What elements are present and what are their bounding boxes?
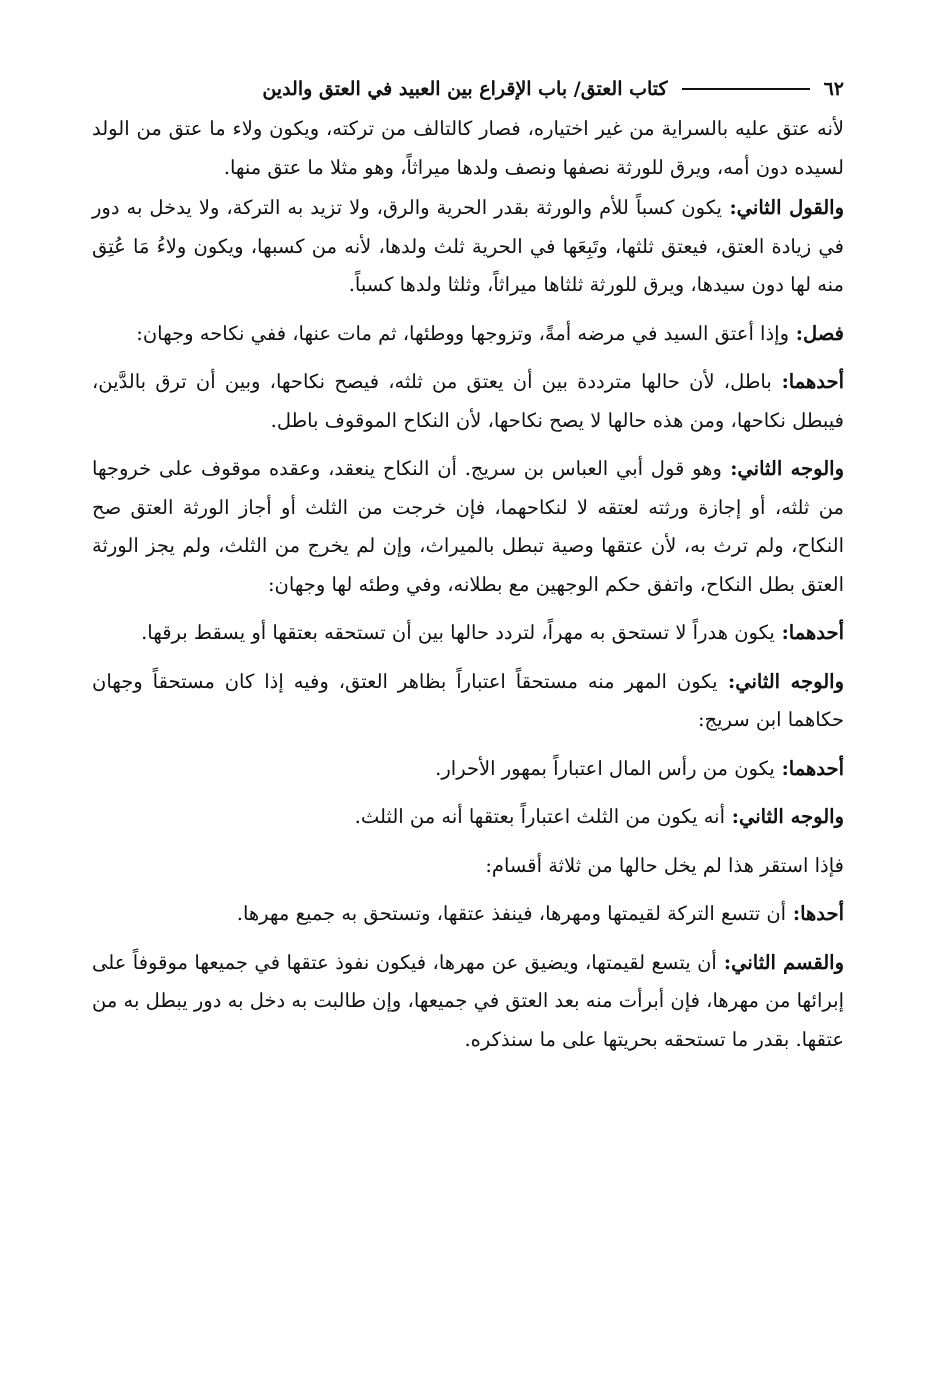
paragraph-text: يكون المهر منه مستحقاً اعتباراً بظاهر العتق، وفيه إذا كان مستحقاً وجهان حكاهما ابن سريج: (92, 669, 844, 731)
paragraph (92, 798, 844, 837)
paragraph-lead: فصل: (789, 321, 844, 345)
paragraph-text: باطل، لأن حالها مترددة بين أن يعتق من ثلثه، فيصح نكاحها، وبين أن ترق بالدَّين، فيبطل نكاحها، ومن هذه حالها لا يصح نكاحها، لأن النكاح الموقوف باطل. (92, 370, 844, 432)
paragraph (92, 750, 844, 789)
paragraph (92, 847, 844, 886)
paragraph (92, 110, 844, 187)
paragraph (92, 663, 844, 740)
paragraph-lead: والوجه الثاني: (721, 457, 844, 480)
paragraph (92, 363, 844, 440)
paragraph-text: يكون من رأس المال اعتباراً بمهور الأحرار. (435, 756, 775, 780)
paragraph-text: وهو قول أبي العباس بن سريج. أن النكاح ينعقد، وعقده موقوف على خروجها من ثلثه، أو إجازة ورثته لعتقه لا لنكاحهما، فإن خرجت من الثلث أو أجاز الورثة العتق صح النكاح، ولم ترث به، لأن عتقها وصية تبطل بالميراث، وإن لم يخرج من الثلث، ولم يجز الورثة العتق بطل النكاح، واتفق حكم الوجهين مع بطلانه، وفي وطئه لها وجهان: (92, 457, 844, 596)
paragraph (92, 614, 844, 653)
paragraph-lead: أحدهما: (774, 756, 844, 780)
paragraph-text: لأنه عتق عليه بالسراية من غير اختياره، فصار كالتالف من تركته، ويكون ولاء ما عتق من الولد لسيده دون أمه، ويرق للورثة نصفها ونصف ولدها ميراثاً، وهو مثلا ما عتق منها. (92, 117, 844, 179)
running-header (92, 72, 844, 106)
paragraph (92, 315, 844, 354)
paragraph-text: أن تتسع التركة لقيمتها ومهرها، فينفذ عتقها، وتستحق به جميع مهرها. (236, 902, 787, 925)
paragraph-text: وإذا أعتق السيد في مرضه أمةً، وتزوجها ووطئها، ثم مات عنها، ففي نكاحه وجهان: (136, 321, 789, 345)
body-text (92, 110, 844, 1059)
paragraph-lead: أحدهما: (774, 621, 844, 644)
paragraph-text: فإذا استقر هذا لم يخل حالها من ثلاثة أقسام: (485, 853, 844, 877)
header-rule (682, 88, 810, 90)
paragraph-lead: والقول الثاني: (721, 196, 845, 219)
paragraph-lead: أحدها: (786, 902, 844, 925)
paragraph-lead: والقسم الثاني: (716, 950, 844, 974)
paragraph (92, 944, 844, 1060)
running-title: كتاب العتق/ باب الإقراع بين العبيد في العتق والدين (262, 78, 668, 100)
book-page (92, 72, 844, 1069)
paragraph-text: يكون كسباً للأم والورثة بقدر الحرية والرق، ولا تزيد به التركة، ولا يدخل به دور في زيادة العتق، فيعتق ثلثها، وتَبِعَها في الحرية ثلث ولدها، لأنه من كسبها، ويكون ولاءُ مَا عُتِق منه لها دون سيدها، ويرق للورثة ثلثاها ميراثاً، وثلثا ولدها كسباً. (92, 196, 844, 296)
page-number: ٦٢ (823, 78, 844, 100)
paragraph-text: يكون هدراً لا تستحق به مهراً، لتردد حالها بين أن تستحقه بعتقها أو يسقط برقها. (141, 621, 775, 644)
paragraph-lead: والوجه الثاني: (717, 669, 844, 693)
paragraph (92, 189, 844, 305)
paragraph (92, 895, 844, 934)
paragraph (92, 450, 844, 604)
paragraph-lead: والوجه الثاني: (725, 805, 844, 828)
paragraph-text: أنه يكون من الثلث اعتباراً بعتقها أنه من الثلث. (354, 805, 725, 828)
paragraph-text: أن يتسع لقيمتها، ويضيق عن مهرها، فيكون نفوذ عتقها في جميعها موقوفاً على إبرائها من مهرها، فإن أبرأت منه بعد العتق في جميعها، وإن طالبت به دخل به دور يبطل به من عتقها. بقدر ما تستحقه بحريتها على ما سنذكره. (92, 950, 844, 1051)
paragraph-lead: أحدهما: (771, 370, 844, 393)
